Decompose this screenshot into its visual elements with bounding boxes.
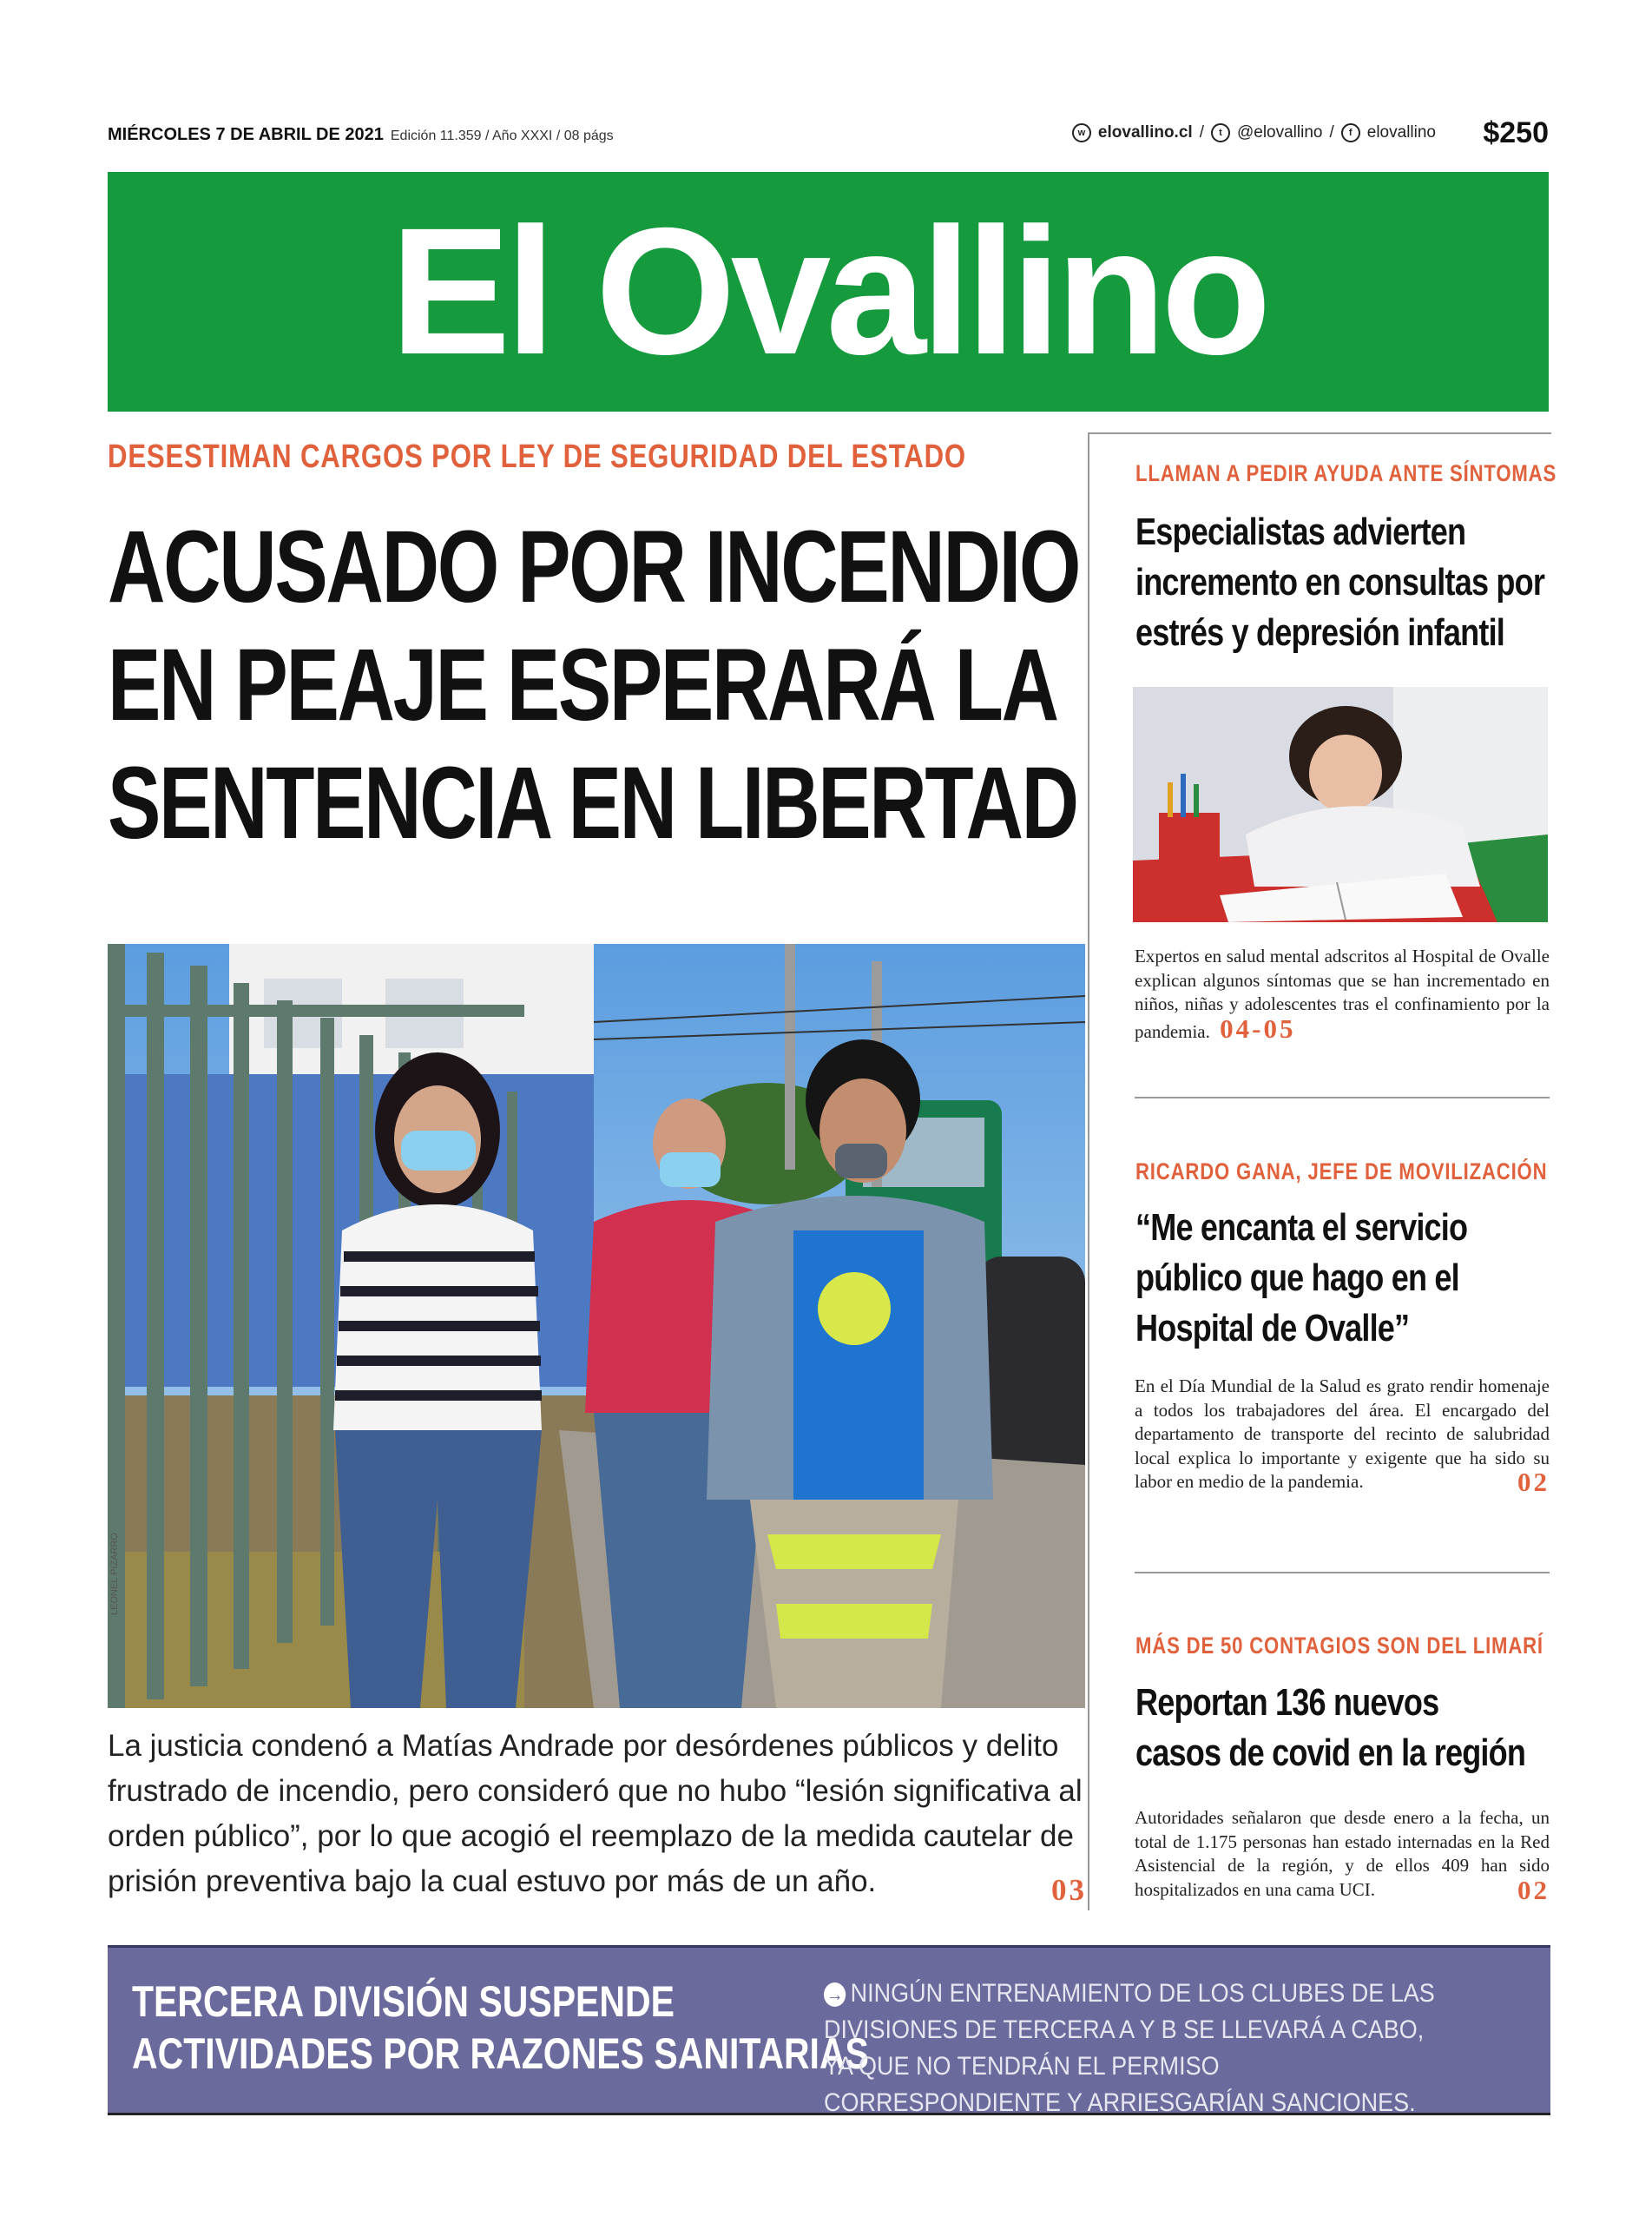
sidebar-headline[interactable] — [1135, 1678, 1611, 1778]
page-ref[interactable]: 04-05 — [1220, 1013, 1296, 1044]
sidebar-headline-line: Reportan 136 nuevos — [1135, 1681, 1439, 1724]
banner-headline — [132, 1976, 869, 2080]
sidebar-headline-line: incremento en consultas por — [1135, 561, 1545, 604]
sidebar-headline-line: Hospital de Ovalle” — [1135, 1307, 1410, 1349]
child-studying-photo — [1133, 687, 1548, 922]
web-icon: w — [1072, 123, 1091, 142]
headline-line: ACUSADO POR INCENDIO — [108, 510, 1080, 624]
main-kicker: DESESTIMAN CARGOS POR LEY DE SEGURIDAD DEL ESTADO — [108, 439, 966, 475]
facebook-icon: f — [1341, 123, 1360, 142]
top-bar — [108, 116, 1549, 158]
page-ref[interactable]: 02 — [1517, 1874, 1550, 1905]
banner-headline-line: TERCERA DIVISIÓN SUSPENDE — [132, 1977, 675, 2026]
sidebar-headline-line: público que hago en el — [1135, 1257, 1459, 1299]
page-ref[interactable]: 03 — [1051, 1873, 1087, 1907]
twitter-handle[interactable]: @elovallino — [1236, 123, 1323, 142]
issue-date: MIÉRCOLES 7 DE ABRIL DE 2021 Edición 11.359 / Año XXXI / 08 págs — [108, 125, 614, 144]
sidebar-body: En el Día Mundial de la Salud es grato rendir homenaje a todos los trabajadores del área. El encargado del departamento de transporte del recinto de salubridad local explica lo importante y exigente que ha sido su labor en medio de la pandemia. 02 — [1135, 1375, 1550, 1497]
website-link[interactable]: elovallino.cl — [1097, 123, 1193, 142]
people-walking-photo — [108, 944, 1085, 1708]
sidebar-headline-line: casos de covid en la región — [1135, 1732, 1526, 1774]
banner-text: → NINGÚN ENTRENAMIENTO DE LOS CLUBES DE LAS DIVISIONES DE TERCERA A Y B SE LLEVARÁ A CABO, YA QUE NO TENDRÁN EL PERMISO CORRESPONDIENTE Y ARRIESGARÍAN SANCIONES. 08 — [824, 1979, 1435, 2154]
price: $250 — [1483, 116, 1549, 149]
sidebar-kicker: RICARDO GANA, JEFE DE MOVILIZACIÓN — [1135, 1158, 1548, 1184]
divider — [1135, 1572, 1550, 1573]
sidebar-photo — [1133, 687, 1548, 922]
arrow-right-icon: → — [824, 1982, 846, 2007]
twitter-icon: t — [1211, 123, 1230, 142]
sidebar-body: Autoridades señalaron que desde enero a la fecha, un total de 1.175 personas han estado internadas en la Red Asistencial de la región, y de ellos 409 han sido hospitalizados en una cama UCI. 02 — [1135, 1807, 1550, 1905]
social-links: w elovallino.cl / t @elovallino / f elovallino — [1072, 123, 1436, 142]
main-lead — [108, 1724, 1087, 1913]
sidebar-headline-line: estrés y depresión infantil — [1135, 611, 1504, 654]
sidebar-headline[interactable] — [1135, 1203, 1540, 1354]
sidebar-headline-line: Especialistas advierten — [1135, 511, 1466, 553]
lead-text: La justicia condenó a Matías Andrade por desórdenes públicos y delito frustrado de incendio, pero consideró que no hubo “lesión significativa al orden público”, por lo que acogió el reemplazo de la medida cautelar de prisión preventiva bajo la cual estuvo por más de un año. — [108, 1729, 1083, 1898]
sidebar-headline-line: “Me encanta el servicio — [1135, 1206, 1468, 1249]
sidebar-kicker: MÁS DE 50 CONTAGIOS SON DEL LIMARÍ — [1135, 1633, 1543, 1659]
divider — [1135, 1097, 1550, 1098]
facebook-handle[interactable]: elovallino — [1366, 123, 1436, 142]
page-ref[interactable]: 02 — [1517, 1467, 1550, 1497]
banner-headline-line: ACTIVIDADES POR RAZONES SANITARIAS — [132, 2029, 869, 2078]
sidebar-body: Expertos en salud mental adscritos al Hospital de Ovalle explican algunos síntomas que se han incrementado en niños, niñas y adolescentes tras el confinamiento por la pandemia. 04-05 — [1135, 946, 1550, 1044]
page-ref[interactable]: 08 — [834, 2125, 863, 2154]
sidebar-kicker: LLAMAN A PEDIR AYUDA ANTE SÍNTOMAS — [1135, 460, 1557, 486]
sidebar-headline[interactable] — [1135, 507, 1634, 658]
headline-line: SENTENCIA EN LIBERTAD — [108, 746, 1077, 861]
sports-banner[interactable] — [108, 1945, 1550, 2154]
masthead — [108, 172, 1549, 412]
photo-credit: LEONEL PIZARRO — [109, 1533, 120, 1615]
newspaper-logo: El Ovallino — [390, 191, 1267, 392]
main-headline — [108, 508, 1080, 862]
edition-info: Edición 11.359 / Año XXXI / 08 págs — [390, 129, 614, 143]
main-photo — [108, 944, 1085, 1708]
headline-line: EN PEAJE ESPERARÁ LA — [108, 628, 1057, 742]
